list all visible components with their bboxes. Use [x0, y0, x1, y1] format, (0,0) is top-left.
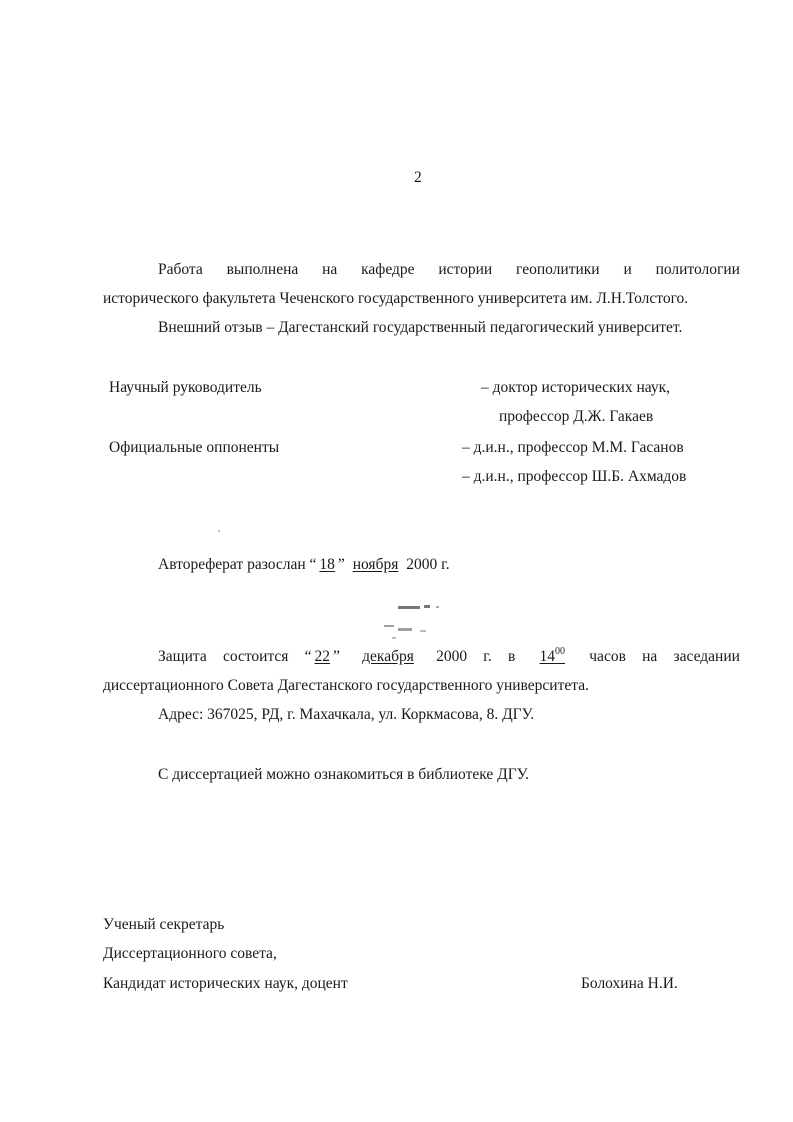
signature-line-1: Ученый секретарь — [103, 916, 225, 933]
signature-name: Болохина Н.И. — [581, 975, 678, 992]
abstract-sent-prefix: Автореферат разослан — [158, 556, 306, 573]
intro-word: политологии — [655, 261, 740, 278]
intro-word: выполнена — [226, 261, 299, 278]
defense-word: в — [508, 648, 516, 665]
defense-word: Защита — [158, 648, 207, 665]
defense-word: заседании — [673, 648, 740, 665]
abstract-sent-month: ноября — [352, 556, 399, 573]
defense-day: 22 — [314, 648, 331, 665]
defense-line-2: диссертационного Совета Дагестанского государственного университета. — [103, 677, 589, 694]
page-number: 2 — [414, 169, 422, 186]
abstract-sent-line: Автореферат разослан “ 18 ” ноября 2000 г. — [158, 556, 450, 573]
supervisor-label: Научный руководитель — [109, 379, 262, 396]
library-note: С диссертацией можно ознакомиться в библиотеке ДГУ. — [158, 766, 529, 783]
opponents-line-2: – д.и.н., профессор Ш.Б. Ахмадов — [462, 468, 687, 485]
defense-line-1: Защита состоится “ 22 ” декабря 2000 г. в $14^{00}$ часов на заседании — [158, 646, 740, 665]
supervisor-line-1: – доктор исторических наук, — [481, 379, 671, 396]
intro-line-2: исторического факультета Чеченского государственного университета им. Л.Н.Толстого. — [103, 290, 689, 307]
defense-word: на — [642, 648, 658, 665]
defense-word: г. — [483, 648, 492, 665]
defense-time — [532, 646, 574, 665]
defense-month: декабря — [362, 648, 414, 665]
intro-word: и — [623, 261, 632, 278]
defense-hour: 14 — [539, 648, 556, 665]
intro-word: Работа — [158, 261, 203, 278]
intro-word: кафедре — [361, 261, 415, 278]
defense-word: состоится — [222, 648, 289, 665]
intro-line-3: Внешний отзыв – Дагестанский государственный педагогический университет. — [158, 319, 683, 336]
defense-address: Адрес: 367025, РД, г. Махачкала, ул. Коркмасова, 8. ДГУ. — [158, 706, 534, 723]
signature-line-3: Кандидат исторических наук, доцент — [103, 975, 348, 992]
intro-word: истории — [438, 261, 493, 278]
intro-line-1 — [158, 262, 740, 278]
defense-word: часов — [589, 648, 626, 665]
opponents-line-1: – д.и.н., профессор М.М. Гасанов — [462, 439, 684, 456]
abstract-sent-day: 18 — [319, 556, 335, 573]
defense-minutes: 00 — [555, 646, 566, 657]
supervisor-line-2: профессор Д.Ж. Гакаев — [499, 408, 654, 425]
signature-line-2: Диссертационного совета, — [103, 945, 277, 962]
defense-year: 2000 — [436, 648, 468, 665]
opponents-label: Официальные оппоненты — [109, 439, 280, 456]
intro-word: на — [322, 261, 338, 278]
intro-word: геополитики — [516, 261, 600, 278]
abstract-sent-year: 2000 г. — [406, 556, 450, 573]
